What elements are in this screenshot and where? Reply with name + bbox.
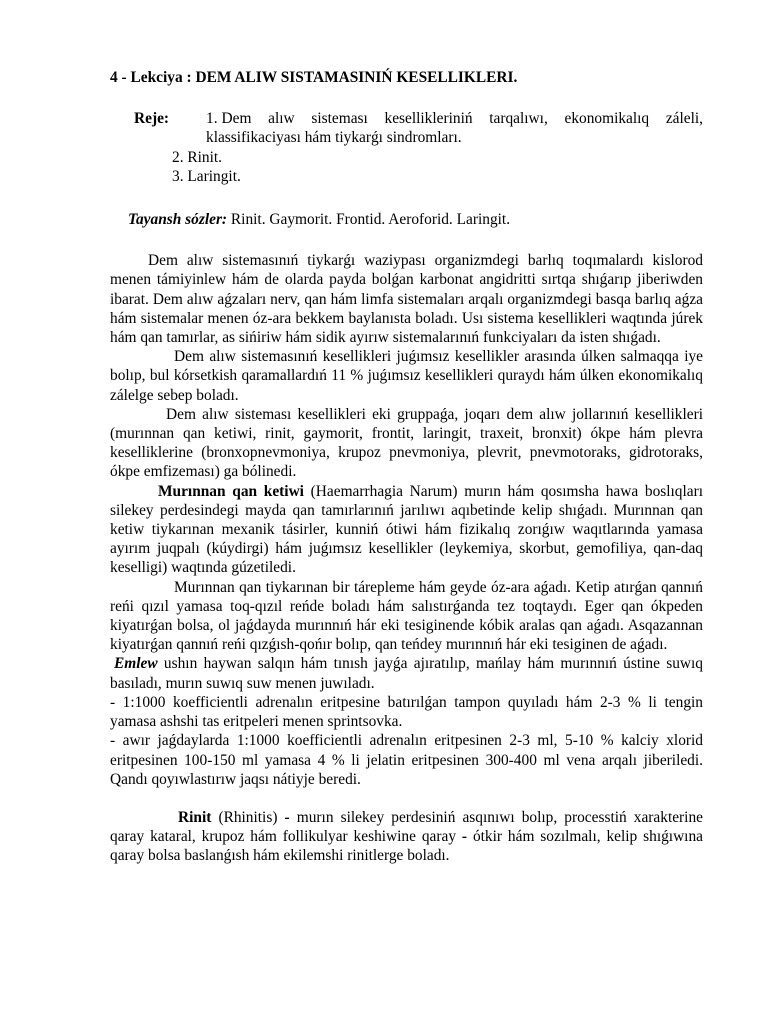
paragraph-gap — [110, 789, 703, 808]
plan-item-3: 3. Laringit. — [172, 167, 241, 185]
plan-item-1 — [206, 109, 703, 147]
lecture-page — [110, 68, 703, 866]
rhinitis-text-end: ótkir hám sozılmalı, kelip shıǵıwına qaray bolsa baslanǵısh hám ekilemshi rinitlerge boladı. — [110, 828, 703, 865]
plan-label: Reje: — [134, 110, 170, 128]
keywords-line — [128, 210, 703, 229]
paragraph-nosebleed-text: (Haemarrhagia Narum) murın hám qosımsha hawa boslıqları silekey perdesindegi mayda qan tamırlarınıń jarılıwı aqıbetinde kelip shıǵadı. Murınnan qan ketiw tiykarınan mexanik tásirler, kunniń ótiwi hám fizikalıq zorıǵıw waqıtlarında yamasa ayırım juqpalı (kúydirgi) hám juǵımsız kesellikler (leykemiya, skorbut, gemofiliya, qan-daq keselligi) waqtında gúzetiledi. — [110, 482, 704, 577]
paragraph-severe-cases: - awır jaǵdaylarda 1:1000 koefficientli adrenalın eritpesinen 2-3 ml, 5-10 % kalciy xlorid eritpesinen 100-150 ml yamasa 4 % li jelatin eritpesinen 300-400 ml vena arqalı jiberiledi. Qandı qoyıwlastırıw jaqsı nátiyje beredi. — [110, 732, 703, 788]
paragraph-treatment-text: ushın haywan salqın hám tınısh jayǵa ajıratılıp, mańlay hám murınnıń ústine suwıq basıladı, murın suwıq suw menen juwıladı. — [110, 655, 703, 692]
paragraph-treatment — [110, 654, 703, 692]
plan-item-2: 2. Rinit. — [172, 148, 223, 166]
rhinitis-dash: - — [284, 808, 290, 826]
term-rhinitis: Rinit — [178, 808, 212, 826]
term-treatment: Emlew — [114, 655, 158, 673]
paragraph-nosebleed — [110, 482, 703, 578]
paragraph-intro: Dem alıw sistemasınıń tiykarǵı waziypası organizmdegi barlıq toqımalardı kislorod menen támiyinlew hám de olarda payda bolǵan karbonat angidritti sırtqa shıǵarıp jiberiwden ibarat. Dem alıw aǵzaları nerv, qan hám limfa sistemaları arqalı organizmdegi basqa barlıq aǵza hám sistemalar menen óz-ara bekkem baylanısta boladı. Usı sistema kesellikleri waqtında júrek hám qan tamırlar, as sińiriw hám sidik ayırıw sistemalarınıń funkciyaları da isten shıǵadı. — [110, 252, 703, 347]
lecture-heading: 4 - Lekciya : DEM ALIW SISTAMASINIŃ KESELLIKLERI. — [110, 69, 518, 86]
plan-item-1-number: 1. — [206, 110, 218, 128]
plan-first-row — [110, 109, 703, 147]
paragraph-rhinitis — [110, 808, 703, 866]
rhinitis-text: murın silekey perdesiniń asqınıwı bolıp, processtiń xarakterine qaray kataral, krupoz hám follikulyar keshiwine qaray — [110, 808, 703, 846]
paragraph-classification: Dem alıw sisteması kesellikleri eki gruppaǵa, joqarı dem alıw jollarınıń kesellikleri (murınnan qan ketiwi, rinit, gaymorit, frontit, laringit, traxeit, bronxit) ókpe hám plevra keselliklerine (bronxopnevmoniya, krupoz pnevmoniya, plevrit, pnevmotoraks, gidrotoraks, ókpe emfizeması) ga bólinedi. — [110, 405, 703, 481]
rhinitis-dash-2: - — [461, 828, 468, 846]
keywords-text: Rinit. Gaymorit. Frontid. Aeroforid. Laringit. — [227, 211, 511, 229]
plan-item-1-text: Dem alıw sisteması kesellikleriniń tarqalıwı, ekonomikalıq záleli, klassifikaciyası hám tiykarǵı sindromları. — [206, 110, 703, 147]
paragraph-prevalence: Dem alıw sistemasınıń kesellikleri juǵımsız kesellikler arasında úlken salmaqqa iye bolıp, bul kórsetkish qaramallardıń 11 % juǵımsız kesellikleri quraydı hám úlken ekonomikalıq zálelge sebep boladı. — [110, 348, 703, 404]
lecture-plan — [110, 109, 703, 186]
rhinitis-latin: (Rhinitis) — [211, 808, 285, 826]
keywords-label: Tayansh sózler: — [128, 211, 228, 229]
paragraph-tampon: - 1:1000 koefficientli adrenalın eritpesine batırılǵan tampon quyıladı hám 2-3 % li tengin yamasa ashshi tas eritpeleri menen sprintsovka. — [110, 693, 703, 731]
term-nosebleed: Murınnan qan ketiwi — [158, 482, 304, 500]
paragraph-bleeding-signs: Murınnan qan tiykarınan bir tárepleme hám geyde óz-ara aǵadı. Ketip atırǵan qannıń reńi qızıl yamasa toq-qızıl reńde boladı hám salıstırǵanda tez toqtaydı. Eger qan ókpeden kiyatırǵan bolsa, ol jaǵdayda murınnıń hár eki tesiginende kóbik aralas qan aǵadı. Asqazannan kiyatırǵan qannıń reńi qızǵısh-qońır bolıp, qan teńdey murınnıń hár eki tesiginen de aǵadı. — [110, 578, 703, 654]
